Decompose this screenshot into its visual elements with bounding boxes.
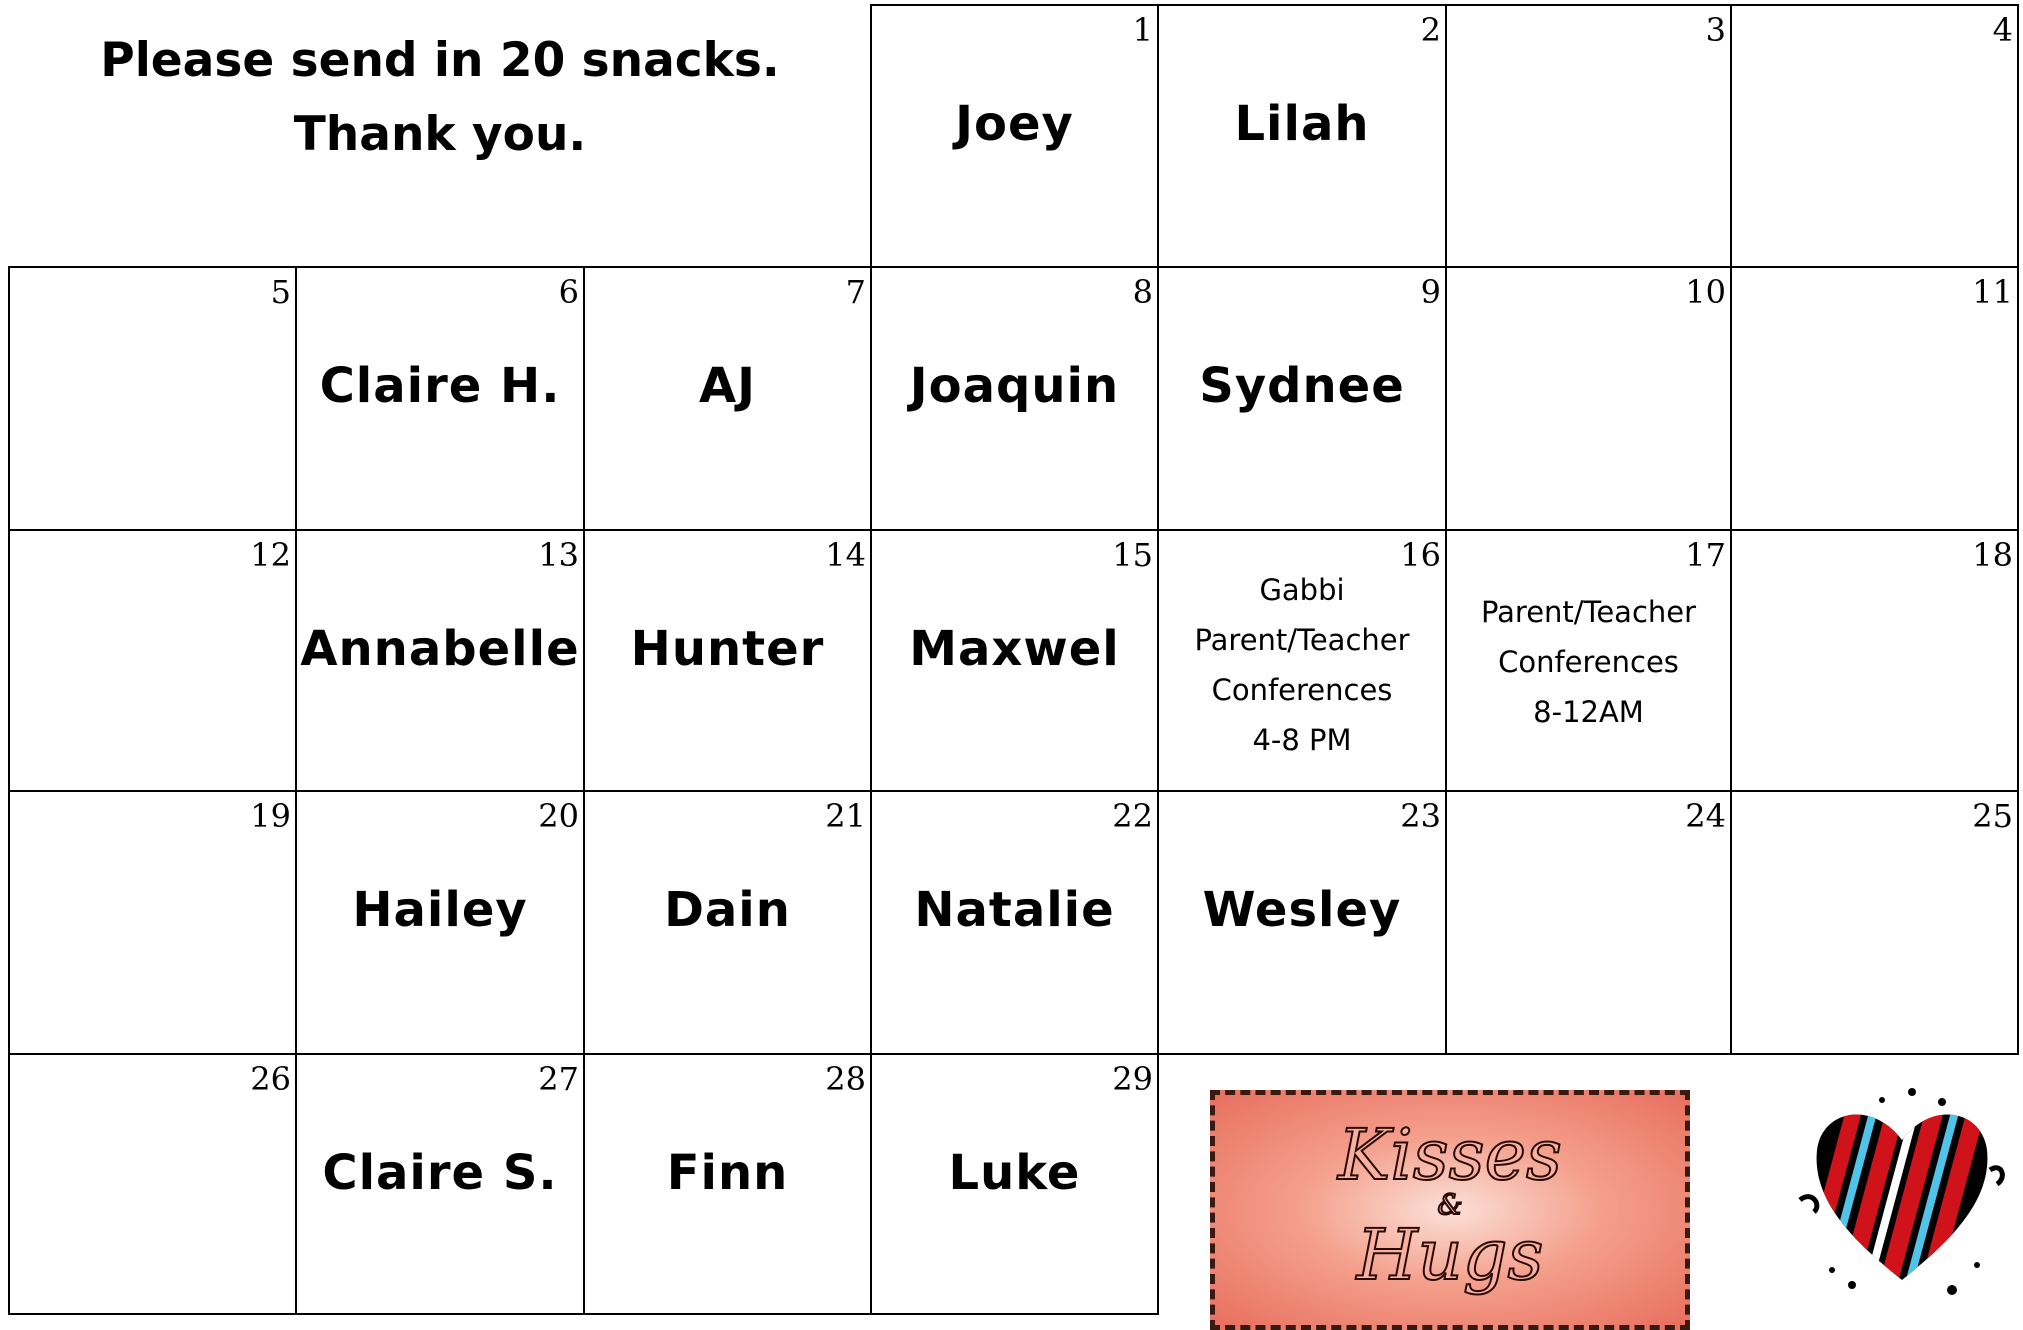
day-cell-25 xyxy=(1730,790,2019,1055)
day-cell-10 xyxy=(1445,266,1732,531)
day-number: 22 xyxy=(1112,797,1153,835)
day-number: 14 xyxy=(825,536,866,574)
day-number: 5 xyxy=(270,273,291,311)
day-cell-5 xyxy=(8,266,297,531)
day-number: 2 xyxy=(1420,11,1441,49)
day-cell-11 xyxy=(1730,266,2019,531)
day-cell-24 xyxy=(1445,790,1732,1055)
snack-name: Wesley xyxy=(1202,882,1402,938)
snack-note-line-1: Please send in 20 snacks. xyxy=(100,33,780,88)
day-number: 25 xyxy=(1972,797,2013,835)
snack-name: Sydnee xyxy=(1199,358,1405,414)
kisses-line: Kisses xyxy=(1338,1114,1562,1196)
day-number: 27 xyxy=(538,1060,579,1098)
snack-name: Dain xyxy=(664,882,791,938)
event-line: Parent/Teacher xyxy=(1194,623,1410,657)
striped-heart-icon xyxy=(1792,1080,2012,1311)
day-cell-17 xyxy=(1445,529,1732,792)
day-cell-8 xyxy=(870,266,1159,531)
day-number: 28 xyxy=(825,1060,866,1098)
day-number: 8 xyxy=(1132,273,1153,311)
event-line: 4-8 PM xyxy=(1252,723,1352,757)
event-line: 8-12AM xyxy=(1533,695,1644,729)
event-line: Parent/Teacher xyxy=(1480,595,1697,629)
day-number: 7 xyxy=(845,273,866,311)
day-number: 3 xyxy=(1705,11,1726,49)
day-cell-26 xyxy=(8,1053,297,1315)
snack-name: Joaquin xyxy=(909,358,1120,414)
day-cell-27 xyxy=(295,1053,585,1315)
day-cell-18 xyxy=(1730,529,2019,792)
day-cell-9 xyxy=(1157,266,1447,531)
day-cell-22 xyxy=(870,790,1159,1055)
day-cell-4 xyxy=(1730,4,2019,268)
day-number: 11 xyxy=(1972,273,2013,311)
day-cell-6 xyxy=(295,266,585,531)
day-number: 10 xyxy=(1685,273,1726,311)
snack-name: Natalie xyxy=(914,882,1115,938)
day-cell-20 xyxy=(295,790,585,1055)
event-line: Conferences xyxy=(1211,673,1393,707)
day-cell-28 xyxy=(583,1053,872,1315)
kisses-hugs-clipart xyxy=(1210,1090,1690,1330)
event-line: Gabbi xyxy=(1259,573,1345,607)
day-number: 13 xyxy=(538,536,579,574)
day-number: 29 xyxy=(1112,1060,1153,1098)
day-number: 9 xyxy=(1420,273,1441,311)
day-number: 26 xyxy=(250,1060,291,1098)
day-cell-14 xyxy=(583,529,872,792)
day-number: 12 xyxy=(250,536,291,574)
hugs-line: Hugs xyxy=(1356,1214,1544,1296)
day-cell-23 xyxy=(1157,790,1447,1055)
day-cell-19 xyxy=(8,790,297,1055)
conference-event xyxy=(1159,565,1445,765)
day-number: 19 xyxy=(250,797,291,835)
day-number: 24 xyxy=(1685,797,1726,835)
snack-note-line-2: Thank you. xyxy=(293,107,587,162)
kisses-hugs-text xyxy=(1215,1115,1685,1295)
snack-name: Finn xyxy=(666,1145,789,1201)
ampersand: & xyxy=(1437,1188,1463,1221)
event-line: Conferences xyxy=(1498,645,1679,679)
day-cell-3 xyxy=(1445,4,1732,268)
day-cell-15 xyxy=(870,529,1159,792)
snack-name: Joey xyxy=(955,96,1074,152)
day-cell-7 xyxy=(583,266,872,531)
day-number: 17 xyxy=(1685,536,1726,574)
day-cell-16 xyxy=(1157,529,1447,792)
day-number: 4 xyxy=(1992,11,2013,49)
snack-name: Luke xyxy=(948,1145,1081,1201)
snack-name: Hunter xyxy=(630,621,825,677)
snack-name: Lilah xyxy=(1234,96,1370,152)
snack-name: Annabelle xyxy=(300,621,580,677)
day-number: 20 xyxy=(538,797,579,835)
day-cell-13 xyxy=(295,529,585,792)
day-number: 23 xyxy=(1400,797,1441,835)
snack-name: Claire S. xyxy=(322,1145,558,1201)
day-number: 16 xyxy=(1400,536,1441,574)
snack-name: Maxwel xyxy=(909,621,1120,677)
day-cell-12 xyxy=(8,529,297,792)
snack-name: AJ xyxy=(698,358,756,414)
conference-event xyxy=(1447,587,1730,737)
snack-note xyxy=(60,24,820,172)
day-cell-21 xyxy=(583,790,872,1055)
day-number: 15 xyxy=(1112,536,1153,574)
day-number: 18 xyxy=(1972,536,2013,574)
day-cell-2 xyxy=(1157,4,1447,268)
day-number: 21 xyxy=(825,797,866,835)
snack-name: Claire H. xyxy=(319,358,561,414)
day-cell-1 xyxy=(870,4,1159,268)
day-cell-29 xyxy=(870,1053,1159,1315)
snack-name: Hailey xyxy=(352,882,528,938)
day-number: 1 xyxy=(1132,11,1153,49)
day-number: 6 xyxy=(558,273,579,311)
